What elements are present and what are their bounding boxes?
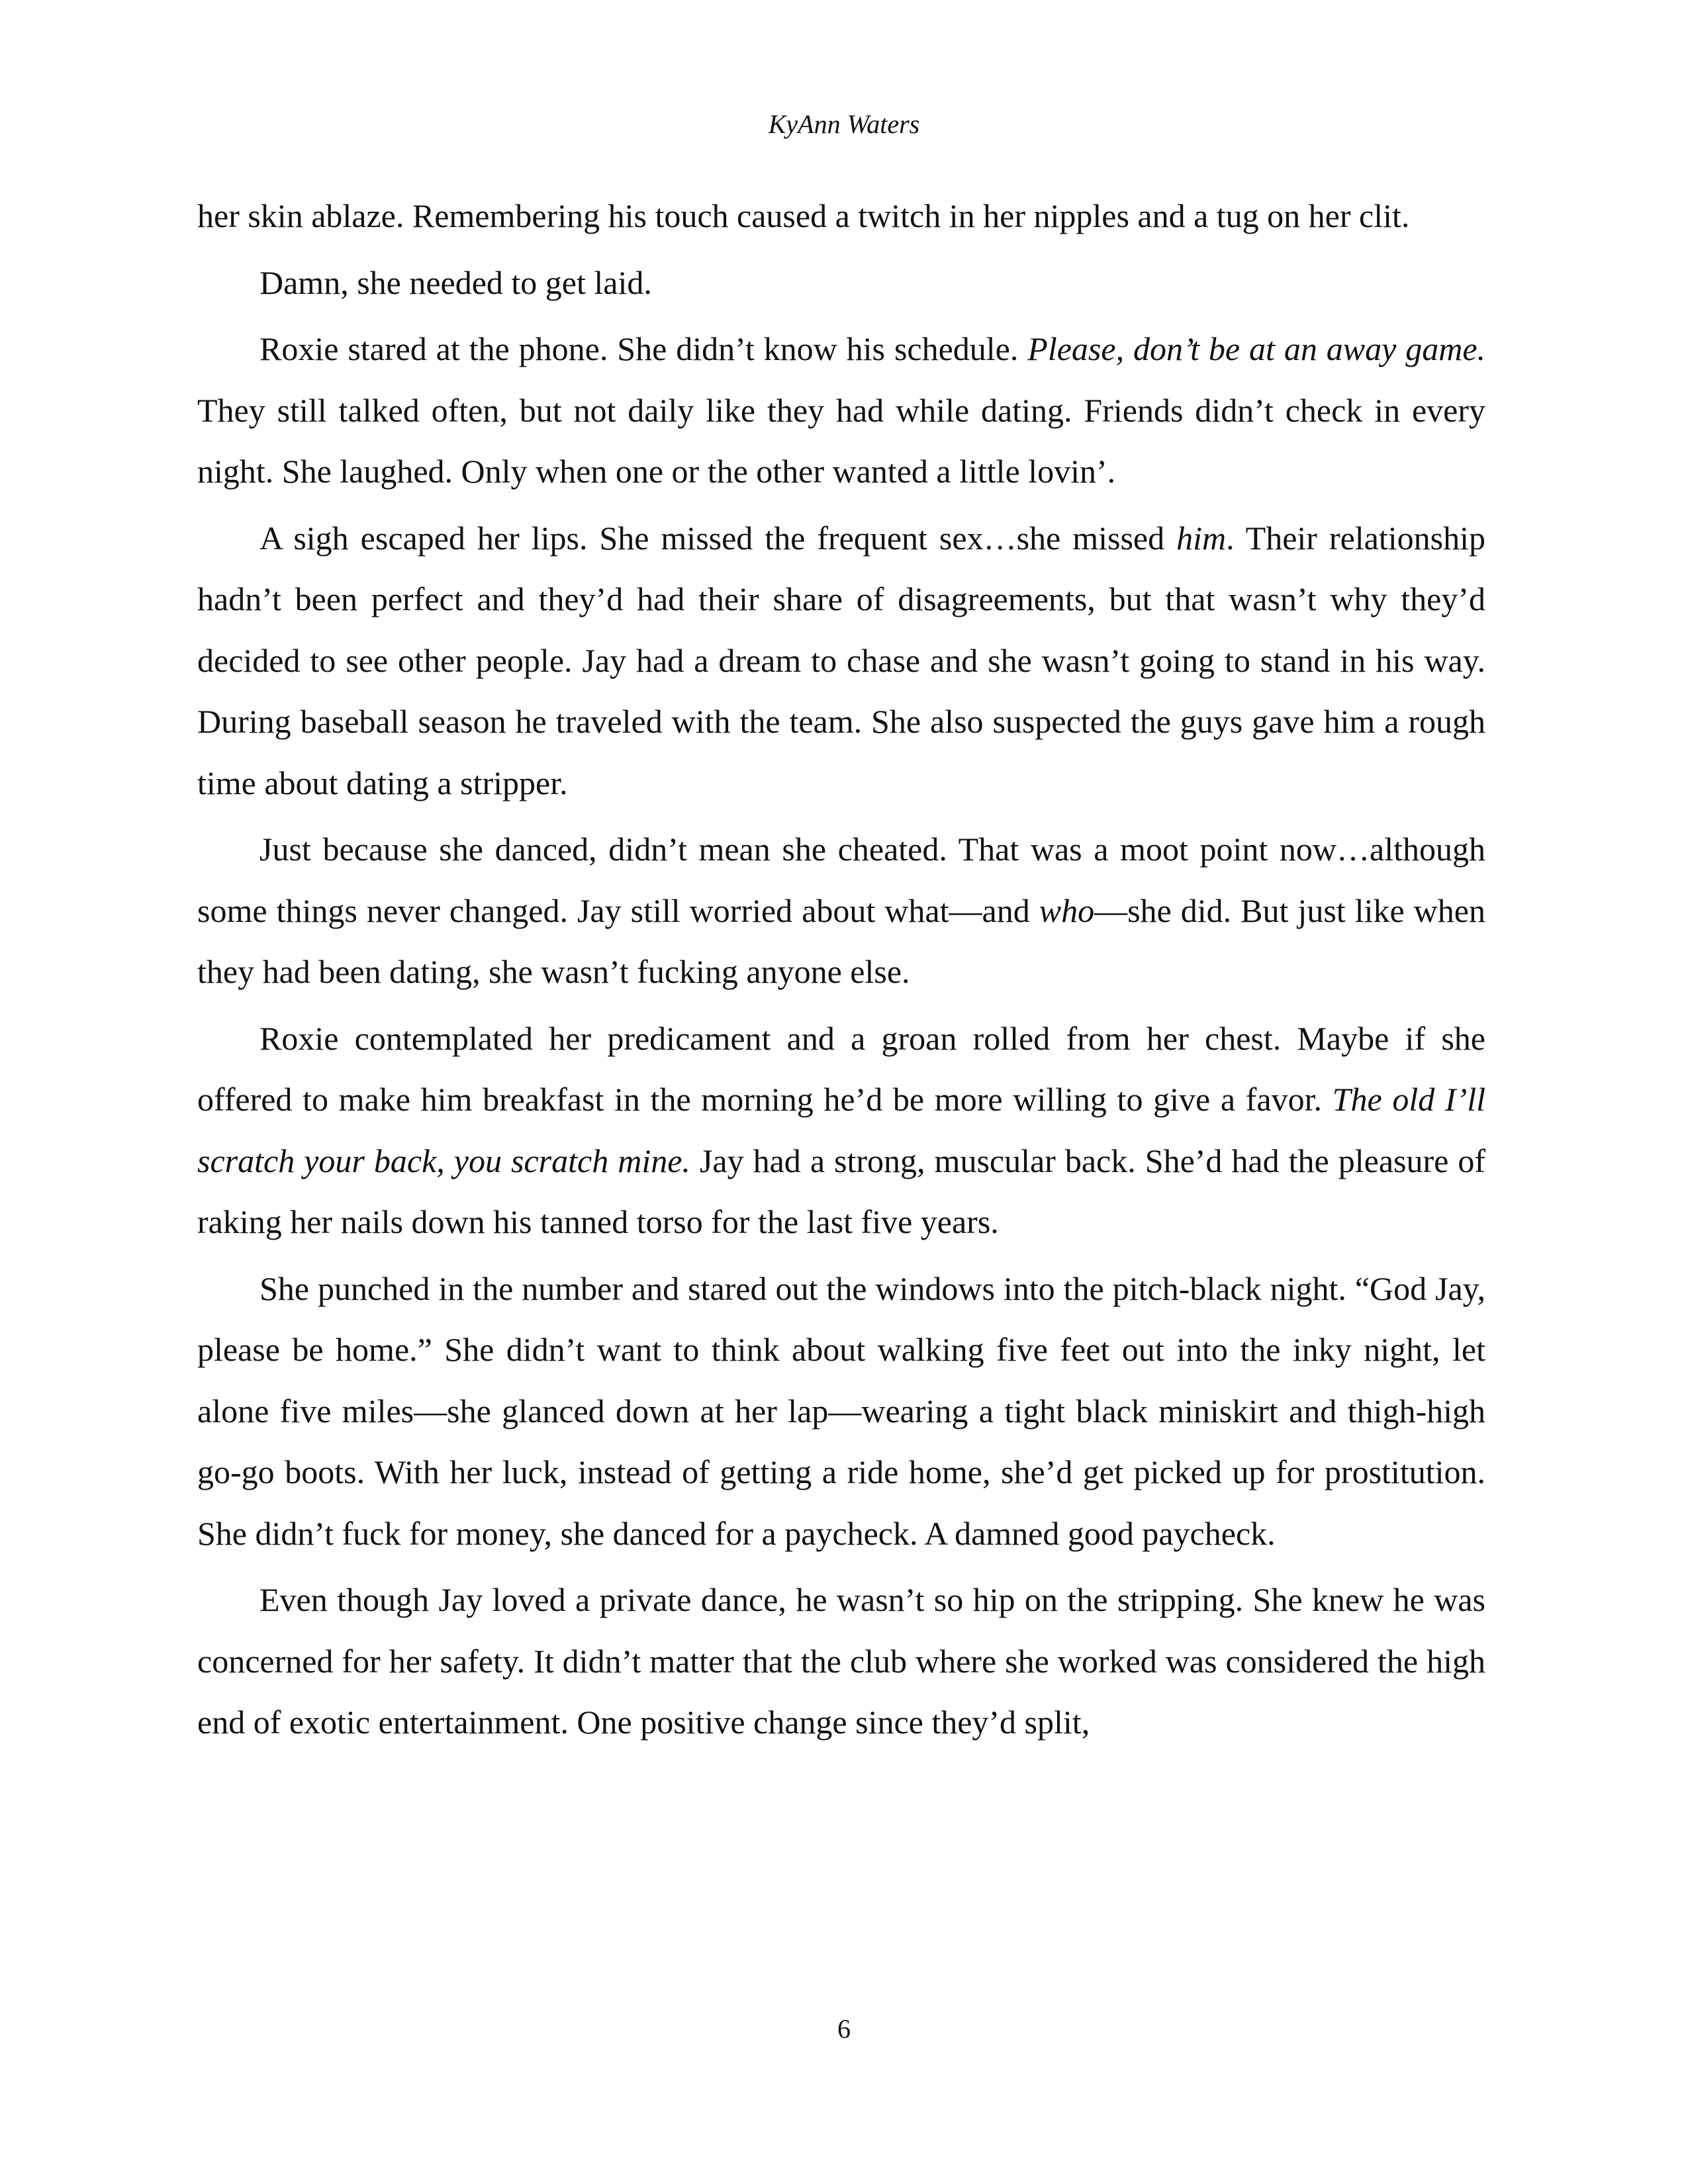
italic-text: him xyxy=(1176,519,1227,557)
running-header-author: KyAnn Waters xyxy=(768,109,920,139)
text-run: A sigh escaped her lips. She missed the frequent sex…she missed xyxy=(259,519,1177,557)
text-run: Roxie stared at the phone. She didn’t know his schedule. xyxy=(259,330,1028,367)
body-text xyxy=(197,185,1485,1758)
paragraph xyxy=(197,185,1485,247)
page-number: 6 xyxy=(837,2014,851,2044)
text-run: Just because she danced, didn’t mean she cheated. That was a moot point now…although some things never changed. Jay still worried about what—and xyxy=(197,831,1485,929)
text-run: They still talked often, but not daily like they had while dating. Friends didn’t check in every night. She laughed. Only when one or the other wanted a little lovin’. xyxy=(197,391,1485,490)
paragraph xyxy=(197,819,1485,1003)
italic-text: who xyxy=(1039,891,1095,929)
paragraph xyxy=(197,1258,1485,1565)
paragraph xyxy=(197,1008,1485,1253)
paragraph xyxy=(197,252,1485,314)
paragraph xyxy=(197,318,1485,502)
text-run: —she did. But just like when they had been dating, she wasn’t fucking anyone else. xyxy=(197,891,1485,990)
text-run: Jay had a strong, muscular back. She’d had the pleasure of raking her nails down his tanned torso for the last five years. xyxy=(197,1142,1485,1240)
text-run: She punched in the number and stared out the windows into the pitch-black night. “God Jay, please be home.” She didn’t want to think about walking five feet out into the inky night, let alone five miles—she glanced down at her lap—wearing a tight black miniskirt and thigh-high go-go boots. With her luck, instead of getting a ride home, she’d get picked up for prostitution. She didn’t fuck for money, she danced for a paycheck. A damned good paycheck. xyxy=(197,1269,1485,1552)
text-run: Even though Jay loved a private dance, he wasn’t so hip on the stripping. She knew he was concerned for her safety. It didn’t matter that the club where she worked was considered the high end of exotic entertainment. One positive change since they’d split, xyxy=(197,1581,1485,1741)
text-run: . Their relationship hadn’t been perfect and they’d had their share of disagreements, but that wasn’t why they’d decided to see other people. Jay had a dream to chase and she wasn’t going to stand in his way. During baseball season he traveled with the team. She also suspected the guys gave him a rough time about dating a stripper. xyxy=(197,519,1485,801)
text-run: her skin ablaze. Remembering his touch caused a twitch in her nipples and a tug on her clit. xyxy=(197,197,1410,234)
paragraph xyxy=(197,1569,1485,1753)
paragraph xyxy=(197,508,1485,814)
text-run: Roxie contemplated her predicament and a groan rolled from her chest. Maybe if she offered to make him breakfast in the morning he’d be more willing to give a favor. xyxy=(197,1019,1485,1118)
italic-text: The old I’ll scratch your back, you scratch mine. xyxy=(197,1081,1485,1179)
text-run: Damn, she needed to get laid. xyxy=(259,263,652,301)
italic-text: Please, don’t be at an away game. xyxy=(1027,330,1486,367)
